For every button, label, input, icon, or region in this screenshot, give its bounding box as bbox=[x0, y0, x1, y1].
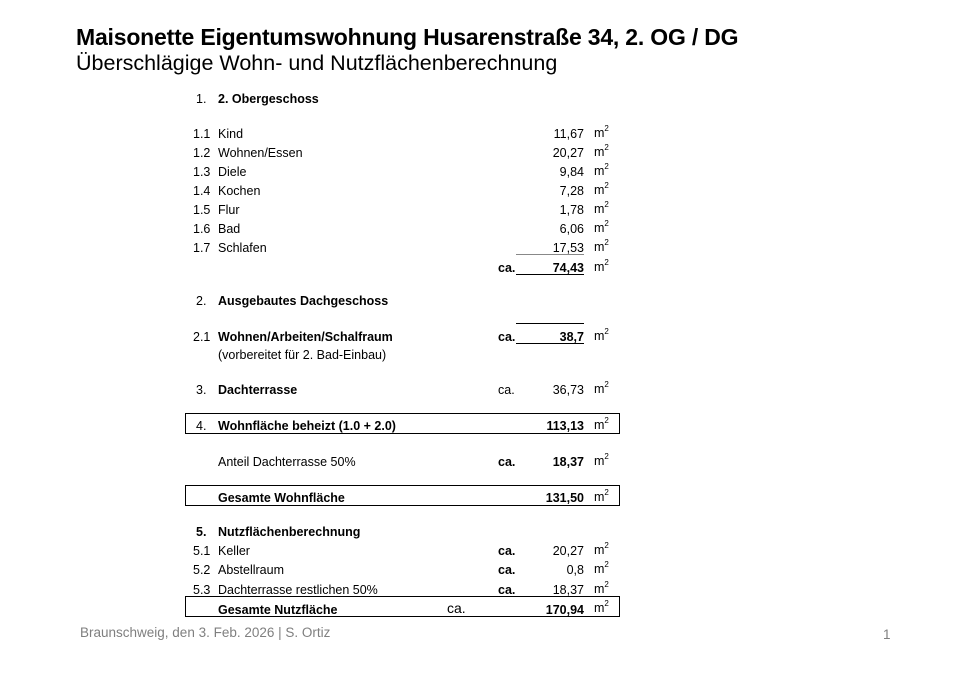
approx-label: ca. bbox=[498, 563, 516, 577]
unit-label: $m^2$ bbox=[594, 599, 609, 616]
gesamt-nutzflaeche-label: Gesamte Nutzfläche bbox=[218, 603, 338, 617]
row-number: 1.7 bbox=[193, 241, 211, 255]
unit-label: $m^2$ bbox=[594, 162, 609, 179]
row-label: Wohnen/Arbeiten/Schalfraum bbox=[218, 330, 393, 344]
total-underline bbox=[516, 343, 584, 344]
unit-label: $m^2$ bbox=[594, 200, 609, 217]
row-label: Schlafen bbox=[218, 241, 267, 255]
unit-label: $m^2$ bbox=[594, 238, 609, 255]
row-value: 17,53 bbox=[552, 241, 584, 255]
unit-label: $m^2$ bbox=[594, 181, 609, 198]
row-value: 7,28 bbox=[559, 184, 584, 198]
gesamt-wohnflaeche-value: 131,50 bbox=[545, 491, 584, 505]
unit-label: $m^2$ bbox=[594, 380, 609, 397]
anteil-label: Anteil Dachterrasse 50% bbox=[218, 455, 356, 469]
row-label: Dachterrasse restlichen 50% bbox=[218, 583, 378, 597]
row-value: 1,78 bbox=[559, 203, 584, 217]
approx-label: ca. bbox=[498, 544, 516, 558]
row-value: 38,7 bbox=[559, 330, 584, 344]
section-1-number: 1. bbox=[196, 92, 207, 106]
section-2-number: 2. bbox=[196, 294, 207, 308]
approx-label: ca. bbox=[498, 583, 516, 597]
row-value: 6,06 bbox=[559, 222, 584, 236]
row-number: 1.4 bbox=[193, 184, 211, 198]
row-value: 20,27 bbox=[552, 544, 584, 558]
approx-label: ca. bbox=[498, 455, 516, 469]
row-label: Kind bbox=[218, 127, 244, 141]
approx-label: ca. bbox=[447, 600, 466, 616]
section-3-number: 3. bbox=[196, 383, 207, 397]
section-4-number: 4. bbox=[196, 419, 207, 433]
anteil-value: 18,37 bbox=[552, 455, 584, 469]
unit-label: $m^2$ bbox=[594, 124, 609, 141]
section-5-number: 5. bbox=[196, 525, 207, 539]
row-number: 5.1 bbox=[193, 544, 211, 558]
section-2-title: Ausgebautes Dachgeschoss bbox=[218, 294, 389, 308]
unit-label: $m^2$ bbox=[594, 488, 609, 505]
unit-label: $m^2$ bbox=[594, 327, 609, 344]
row-note: (vorbereitet für 2. Bad-Einbau) bbox=[218, 348, 387, 362]
unit-label: $m^2$ bbox=[594, 416, 609, 433]
approx-label: ca. bbox=[498, 261, 516, 275]
unit-label: $m^2$ bbox=[594, 541, 609, 558]
unit-label: $m^2$ bbox=[594, 219, 609, 236]
gesamt-nutzflaeche-value: 170,94 bbox=[545, 603, 584, 617]
unit-label: $m^2$ bbox=[594, 258, 609, 275]
unit-label: $m^2$ bbox=[594, 560, 609, 577]
row-label: Keller bbox=[218, 544, 250, 558]
row-value: 0,8 bbox=[566, 563, 584, 577]
page-number: 1 bbox=[883, 627, 891, 642]
row-number: 2.1 bbox=[193, 330, 211, 344]
section-5-title: Nutzflächenberechnung bbox=[218, 525, 361, 539]
row-label: Kochen bbox=[218, 184, 261, 198]
gesamt-wohnflaeche-label: Gesamte Wohnfläche bbox=[218, 491, 345, 505]
section-3-value: 36,73 bbox=[552, 383, 584, 397]
row-number: 1.2 bbox=[193, 146, 211, 160]
divider-line bbox=[516, 323, 584, 324]
approx-label: ca. bbox=[498, 330, 516, 344]
section-4-value: 113,13 bbox=[546, 419, 584, 433]
row-number: 1.3 bbox=[193, 165, 211, 179]
total-underline bbox=[516, 274, 584, 275]
row-value: 20,27 bbox=[552, 146, 584, 160]
row-number: 5.2 bbox=[193, 563, 211, 577]
footer-text: Braunschweig, den 3. Feb. 2026 | S. Ortiz bbox=[80, 625, 331, 640]
row-label: Wohnen/Essen bbox=[218, 146, 303, 160]
page-subtitle: Überschlägige Wohn- und Nutzflächenberechnung bbox=[76, 51, 558, 75]
row-number: 1.6 bbox=[193, 222, 211, 236]
approx-label: ca. bbox=[498, 383, 515, 397]
unit-label: $m^2$ bbox=[594, 580, 609, 597]
row-value: 9,84 bbox=[559, 165, 584, 179]
row-value: 18,37 bbox=[552, 583, 584, 597]
section-1-total: 74,43 bbox=[552, 261, 584, 275]
row-number: 5.3 bbox=[193, 583, 211, 597]
row-label: Diele bbox=[218, 165, 247, 179]
section-3-title: Dachterrasse bbox=[218, 383, 298, 397]
row-label: Flur bbox=[218, 203, 240, 217]
page-title: Maisonette Eigentumswohnung Husarenstraße 34, 2. OG / DG bbox=[76, 24, 739, 50]
row-value: 11,67 bbox=[553, 127, 584, 141]
unit-label: $m^2$ bbox=[594, 452, 609, 469]
row-label: Bad bbox=[218, 222, 241, 236]
row-number: 1.5 bbox=[193, 203, 211, 217]
row-label: Abstellraum bbox=[218, 563, 284, 577]
section-4-title: Wohnfläche beheizt (1.0 + 2.0) bbox=[218, 419, 396, 433]
section-1-title: 2. Obergeschoss bbox=[218, 92, 319, 106]
unit-label: $m^2$ bbox=[594, 143, 609, 160]
row-number: 1.1 bbox=[193, 127, 211, 141]
